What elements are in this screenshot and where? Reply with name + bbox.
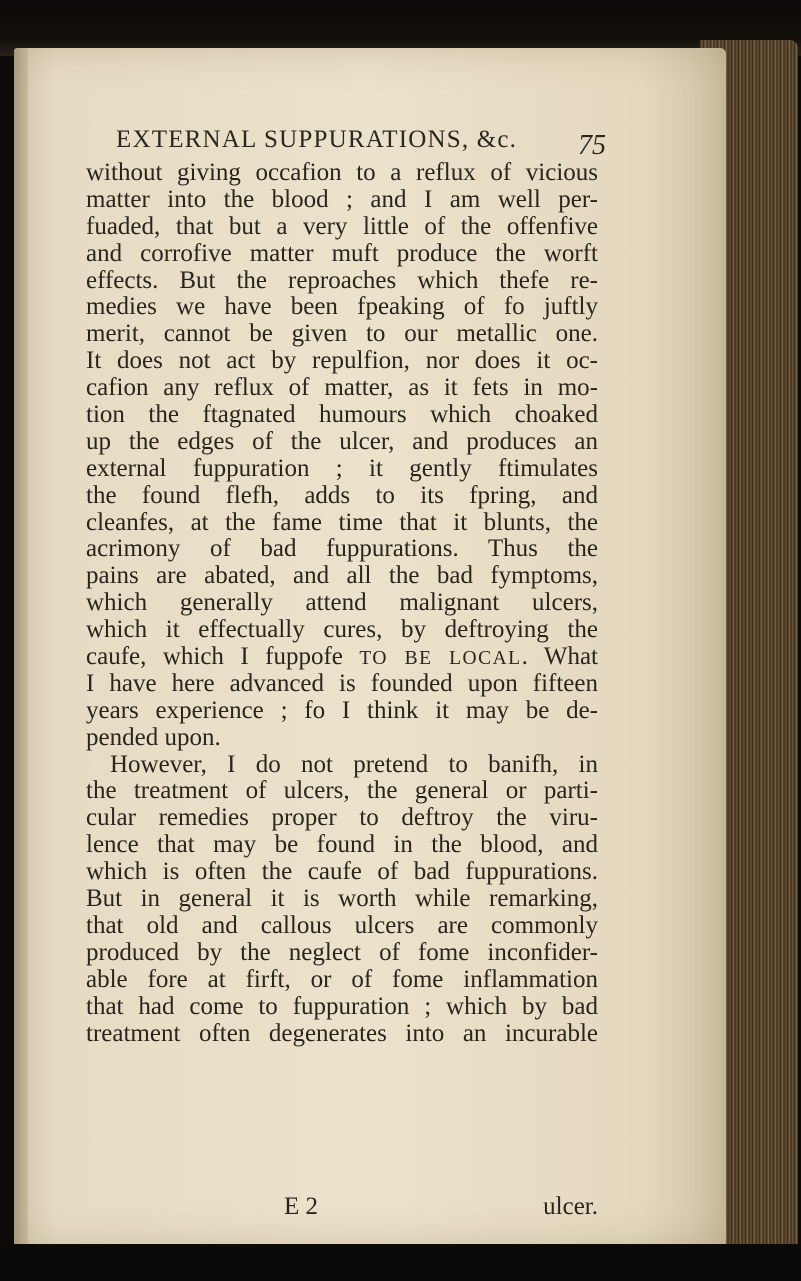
text-line: acrimony of bad fuppurations. Thus the [86, 535, 598, 563]
text-line: I have here advanced is founded upon fifteen [86, 669, 598, 697]
text-line: the found flefh, adds to its fpring, and [86, 481, 598, 509]
text-line: matter into the blood ; and I am well per- [86, 185, 598, 213]
text-line: and corrofive matter muft produce the worft [86, 239, 598, 267]
text-line: which it effectually cures, by deftroying the [86, 616, 598, 644]
text-line-paragraph-end: pended upon. [86, 723, 221, 751]
text-line: up the edges of the ulcer, and produces an [86, 427, 598, 455]
text-line: merit, cannot be given to our metallic one. [86, 320, 598, 348]
text-line: caufe, which I fuppofe TO BE LOCAL. What [86, 643, 598, 671]
text-line: It does not act by repulfion, nor does it oc- [86, 347, 598, 375]
text-line: able fore at firft, or of fome inflammation [86, 965, 598, 993]
page-footer [86, 1193, 598, 1223]
text-line: external fuppuration ; it gently ftimulates [86, 454, 598, 482]
text-line: But in general it is worth while remarking, [86, 885, 598, 913]
text-line: treatment often degenerates into an incurable [86, 1019, 598, 1047]
page-number: 75 [578, 130, 606, 161]
text-line: fuaded, that but a very little of the offenfive [86, 212, 598, 240]
page-gutter-shadow [14, 48, 28, 1246]
text-line: years experience ; fo I think it may be de- [86, 696, 598, 724]
text-line: effects. But the reproaches which thefe re- [86, 266, 598, 294]
text-line: which generally attend malignant ulcers, [86, 589, 598, 617]
text-line: pains are abated, and all the bad fymptoms, [86, 562, 598, 590]
text-line: tion the ftagnated humours which choaked [86, 401, 598, 429]
catchword: ulcer. [543, 1193, 598, 1220]
text-line: cular remedies proper to deftroy the viru- [86, 804, 598, 832]
book-binding-bottom [0, 1244, 801, 1281]
signature-mark: E 2 [284, 1193, 319, 1220]
text-line: the treatment of ulcers, the general or parti- [86, 777, 598, 805]
page-header [116, 122, 606, 162]
text-line: cafion any reflux of matter, as it fets in mo- [86, 374, 598, 402]
text-line: medies we have been fpeaking of fo juftly [86, 293, 598, 321]
text-line: cleanfes, at the fame time that it blunts, the [86, 508, 598, 536]
text-line: without giving occafion to a reflux of vicious [86, 159, 598, 186]
running-head: EXTERNAL SUPPURATIONS, &c. [116, 126, 518, 153]
text-line: that old and callous ulcers are commonly [86, 911, 598, 939]
text-line: produced by the neglect of fome inconfider- [86, 938, 598, 966]
text-line: which is often the caufe of bad fuppurations. [86, 858, 598, 886]
text-line: that had come to fuppuration ; which by bad [86, 992, 598, 1020]
text-line-paragraph-start: However, I do not pretend to banifh, in [110, 750, 598, 778]
body-text [86, 160, 598, 1047]
text-line: lence that may be found in the blood, and [86, 831, 598, 859]
